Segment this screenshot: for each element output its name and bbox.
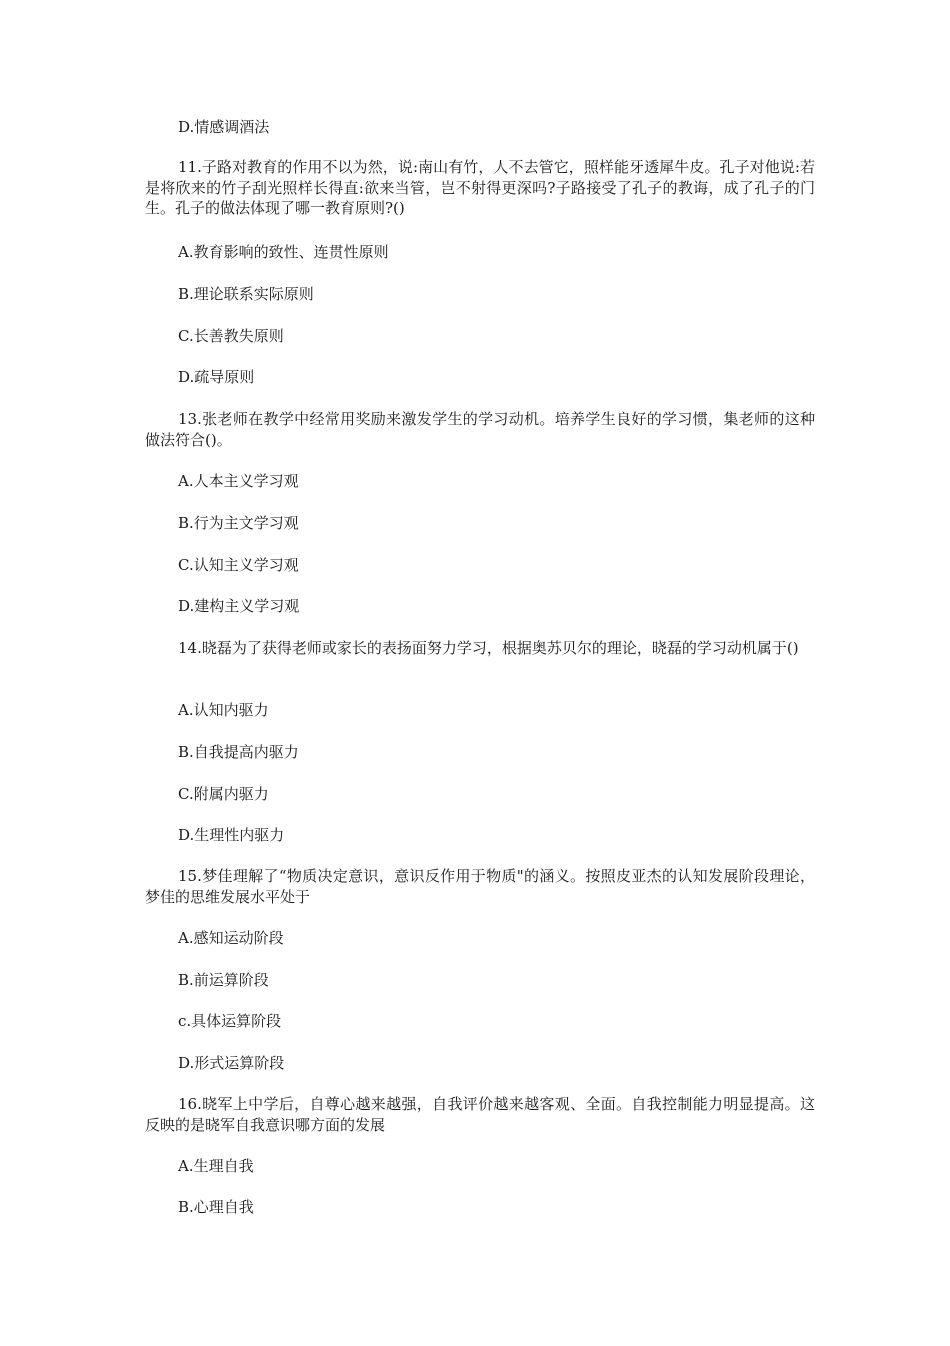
option-line: D.形式运算阶段 [178,1054,285,1072]
option-line: D.情感调酒法 [178,118,270,136]
question-14: 14.晓磊为了获得老师或家长的表扬面努力学习，根据奥苏贝尔的理论，晓磊的学习动机属于() [178,639,799,657]
option-line: A.认知内驱力 [178,701,269,719]
option-line: A.生理自我 [178,1157,254,1175]
question-16: 16.晓军上中学后，自尊心越来越强，自我评价越来越客观、全面。自我控制能力明显提高。这反映的是晓军自我意识哪方面的发展 [145,1095,815,1134]
option-line: A.人本主义学习观 [178,472,299,490]
option-line: B.前运算阶段 [178,971,269,989]
question-11: 11.子路对教育的作用不以为然，说:南山有竹，人不去管它，照样能牙透犀牛皮。孔子对他说:若是将欣来的竹子刮光照样长得直:欲来当管，岂不射得更深吗?子路接受了孔子的教诲，成了孔子的门生。孔子的做法体现了哪一教育原则?() [145,158,815,217]
option-line: C.附属内驱力 [178,785,269,803]
option-line: B.心理自我 [178,1198,254,1216]
option-line: A.教育影响的致性、连贯性原则 [178,243,389,261]
option-line: B.自我提高内驱力 [178,743,299,761]
option-line: B.理论联系实际原则 [178,285,314,303]
option-line: C.认知主义学习观 [178,556,299,574]
option-line: A.感知运动阶段 [178,929,284,947]
option-line: c.具体运算阶段 [178,1012,282,1030]
question-13: 13.张老师在教学中经常用奖励来激发学生的学习动机。培养学生良好的学习惯，集老师的这种做法符合()。 [145,410,815,449]
option-line: D.疏导原则 [178,368,255,386]
option-line: D.建构主义学习观 [178,597,300,615]
option-line: D.生理性内驱力 [178,826,285,844]
question-15: 15.梦佳理解了“物质决定意识，意识反作用于物质"的涵义。按照皮亚杰的认知发展阶段理论，梦佳的思维发展水平处于 [145,867,815,906]
option-line: B.行为主文学习观 [178,514,299,532]
option-line: C.长善教失原则 [178,327,284,345]
